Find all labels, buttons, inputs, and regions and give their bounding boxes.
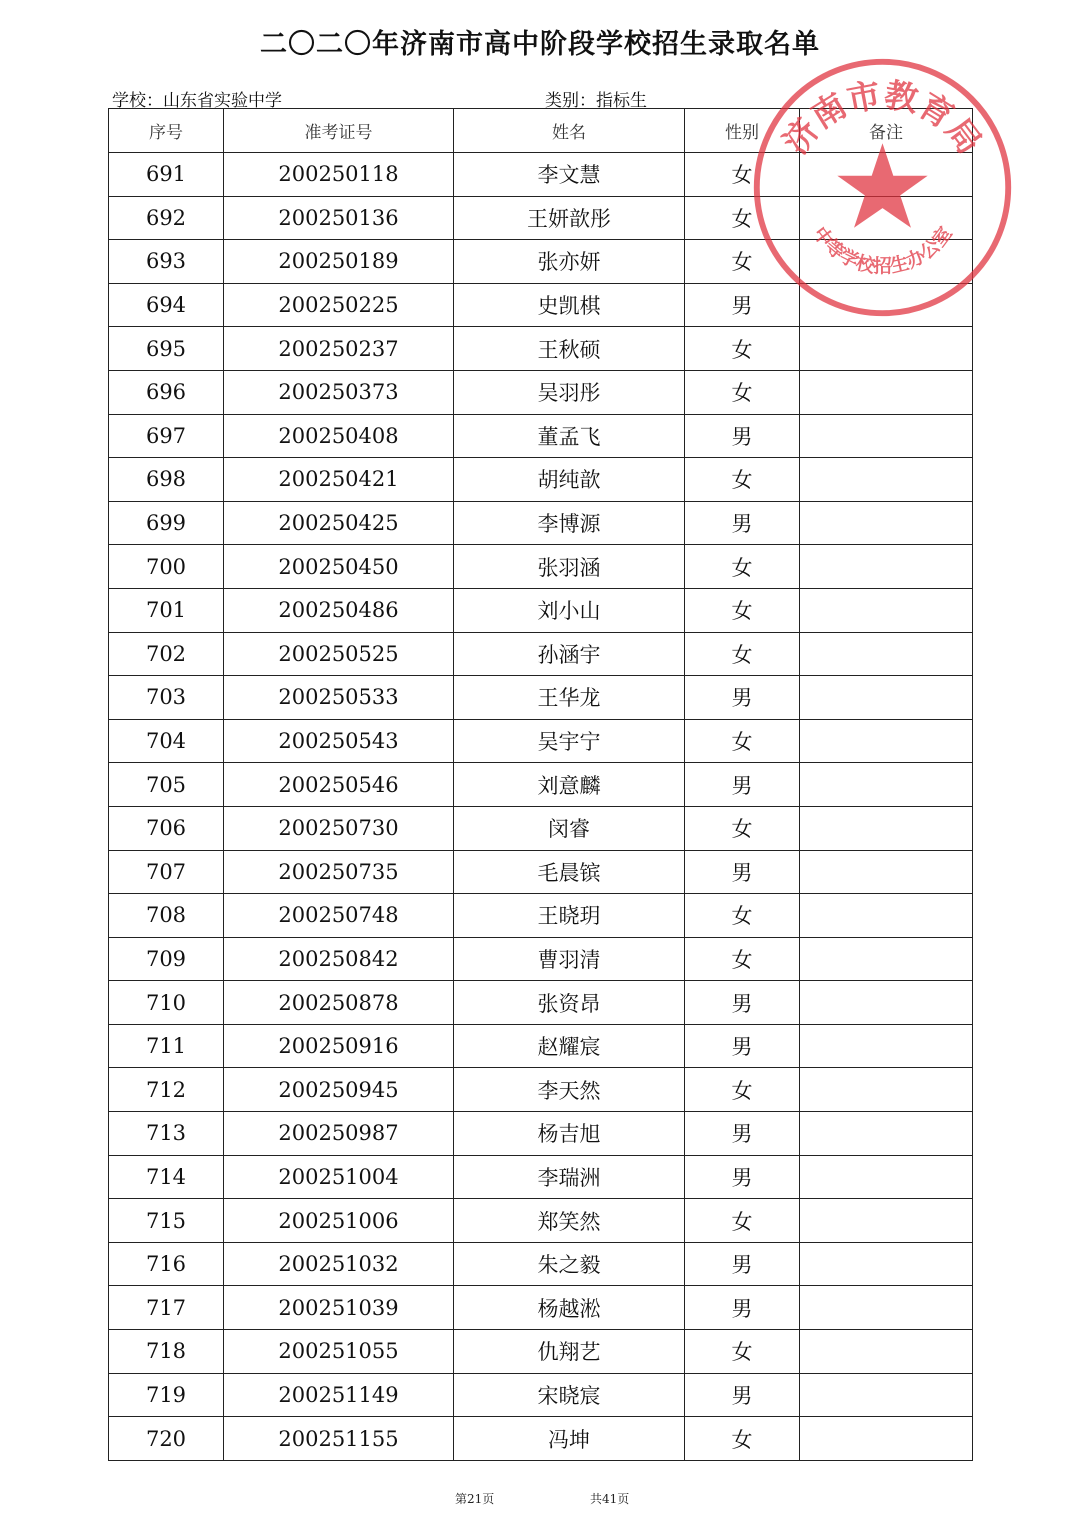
cell-exam-id: 200250525 (224, 632, 454, 676)
cell-name: 董孟飞 (454, 414, 685, 458)
cell-exam-id: 200250136 (224, 196, 454, 240)
cell-gender: 女 (685, 806, 800, 850)
cell-gender: 女 (685, 458, 800, 502)
table-row (109, 981, 973, 1025)
table-row (109, 937, 973, 981)
cell-exam-id: 200251032 (224, 1242, 454, 1286)
cell-name: 孙涵宇 (454, 632, 685, 676)
table-row (109, 1417, 973, 1461)
cell-gender: 男 (685, 414, 800, 458)
cell-name: 李天然 (454, 1068, 685, 1112)
cell-name: 李文慧 (454, 153, 685, 197)
cell-serial: 717 (109, 1286, 224, 1330)
cell-gender: 男 (685, 1242, 800, 1286)
header-remark: 备注 (800, 109, 973, 153)
cell-name: 胡纯歆 (454, 458, 685, 502)
cell-gender: 女 (685, 588, 800, 632)
cell-remark (800, 894, 973, 938)
cell-remark (800, 806, 973, 850)
table-row (109, 1112, 973, 1156)
cell-gender: 男 (685, 850, 800, 894)
cell-serial: 720 (109, 1417, 224, 1461)
cell-gender: 女 (685, 327, 800, 371)
seal-top-text: 济南市教育局 (775, 74, 990, 162)
cell-remark (800, 414, 973, 458)
cell-serial: 714 (109, 1155, 224, 1199)
cell-exam-id: 200251155 (224, 1417, 454, 1461)
cell-gender: 男 (685, 1286, 800, 1330)
cell-name: 杨越淞 (454, 1286, 685, 1330)
cell-serial: 698 (109, 458, 224, 502)
document-title: 二〇二〇年济南市高中阶段学校招生录取名单 (260, 29, 820, 60)
cell-serial: 709 (109, 937, 224, 981)
cell-serial: 694 (109, 283, 224, 327)
cell-gender: 女 (685, 719, 800, 763)
cell-exam-id: 200250916 (224, 1024, 454, 1068)
cell-exam-id: 200250945 (224, 1068, 454, 1112)
cell-serial: 699 (109, 501, 224, 545)
cell-name: 李瑞洲 (454, 1155, 685, 1199)
cell-remark (800, 850, 973, 894)
table-header-row (109, 109, 973, 153)
cell-exam-id: 200251039 (224, 1286, 454, 1330)
cell-remark (800, 1024, 973, 1068)
table-row (109, 1330, 973, 1374)
cell-name: 刘意麟 (454, 763, 685, 807)
school-label: 学校：山东省实验中学 (112, 91, 282, 111)
table-row (109, 588, 973, 632)
cell-gender: 女 (685, 370, 800, 414)
cell-serial: 710 (109, 981, 224, 1025)
cell-gender: 女 (685, 196, 800, 240)
cell-name: 王晓玥 (454, 894, 685, 938)
table-row (109, 1286, 973, 1330)
cell-name: 冯坤 (454, 1417, 685, 1461)
table-row (109, 763, 973, 807)
cell-remark (800, 196, 973, 240)
table-row (109, 1155, 973, 1199)
cell-gender: 女 (685, 1417, 800, 1461)
cell-gender: 男 (685, 763, 800, 807)
cell-gender: 男 (685, 1155, 800, 1199)
cell-remark (800, 327, 973, 371)
cell-serial: 704 (109, 719, 224, 763)
cell-serial: 715 (109, 1199, 224, 1243)
cell-name: 李博源 (454, 501, 685, 545)
cell-exam-id: 200250543 (224, 719, 454, 763)
cell-name: 曹羽清 (454, 937, 685, 981)
header-name: 姓名 (454, 109, 685, 153)
table-row (109, 458, 973, 502)
table-row (109, 414, 973, 458)
cell-name: 刘小山 (454, 588, 685, 632)
cell-remark (800, 1068, 973, 1112)
cell-exam-id: 200250546 (224, 763, 454, 807)
cell-exam-id: 200250450 (224, 545, 454, 589)
cell-remark (800, 676, 973, 720)
cell-remark (800, 719, 973, 763)
cell-gender: 女 (685, 1068, 800, 1112)
cell-serial: 713 (109, 1112, 224, 1156)
cell-remark (800, 545, 973, 589)
cell-remark (800, 370, 973, 414)
cell-name: 张资昂 (454, 981, 685, 1025)
category-label: 类别：指标生 (545, 91, 647, 111)
cell-name: 王秋硕 (454, 327, 685, 371)
cell-remark (800, 1112, 973, 1156)
cell-remark (800, 1373, 973, 1417)
cell-exam-id: 200250533 (224, 676, 454, 720)
seal-bottom-text: 中等学校招生办公室 (808, 223, 957, 278)
cell-serial: 716 (109, 1242, 224, 1286)
table-row (109, 1024, 973, 1068)
cell-gender: 男 (685, 501, 800, 545)
cell-gender: 女 (685, 894, 800, 938)
cell-serial: 711 (109, 1024, 224, 1068)
cell-serial: 693 (109, 240, 224, 284)
cell-serial: 712 (109, 1068, 224, 1112)
table-row (109, 283, 973, 327)
cell-serial: 691 (109, 153, 224, 197)
cell-remark (800, 458, 973, 502)
cell-name: 毛晨镔 (454, 850, 685, 894)
cell-remark (800, 1155, 973, 1199)
header-gender: 性别 (685, 109, 800, 153)
cell-exam-id: 200250189 (224, 240, 454, 284)
cell-name: 张亦妍 (454, 240, 685, 284)
table-row (109, 370, 973, 414)
cell-remark (800, 1286, 973, 1330)
cell-serial: 703 (109, 676, 224, 720)
table-row (109, 327, 973, 371)
cell-gender: 女 (685, 632, 800, 676)
cell-name: 宋晓宸 (454, 1373, 685, 1417)
cell-serial: 707 (109, 850, 224, 894)
cell-remark (800, 153, 973, 197)
cell-serial: 719 (109, 1373, 224, 1417)
table-row (109, 806, 973, 850)
cell-remark (800, 632, 973, 676)
header-exam-id: 准考证号 (224, 109, 454, 153)
cell-exam-id: 200250730 (224, 806, 454, 850)
cell-exam-id: 200250486 (224, 588, 454, 632)
cell-exam-id: 200251004 (224, 1155, 454, 1199)
cell-exam-id: 200250225 (224, 283, 454, 327)
cell-gender: 女 (685, 153, 800, 197)
page-number: 第21页 (455, 1492, 495, 1506)
cell-exam-id: 200251055 (224, 1330, 454, 1374)
cell-gender: 女 (685, 1330, 800, 1374)
cell-remark (800, 240, 973, 284)
cell-exam-id: 200250735 (224, 850, 454, 894)
cell-remark (800, 937, 973, 981)
table-row (109, 1242, 973, 1286)
cell-exam-id: 200251006 (224, 1199, 454, 1243)
cell-exam-id: 200250118 (224, 153, 454, 197)
cell-name: 吴宇宁 (454, 719, 685, 763)
cell-name: 郑笑然 (454, 1199, 685, 1243)
cell-name: 王华龙 (454, 676, 685, 720)
table-row (109, 196, 973, 240)
cell-exam-id: 200251149 (224, 1373, 454, 1417)
table-row (109, 1199, 973, 1243)
cell-exam-id: 200250878 (224, 981, 454, 1025)
cell-name: 王妍歆彤 (454, 196, 685, 240)
cell-name: 吴羽彤 (454, 370, 685, 414)
cell-gender: 女 (685, 240, 800, 284)
table-row (109, 850, 973, 894)
cell-serial: 696 (109, 370, 224, 414)
cell-remark (800, 1199, 973, 1243)
cell-exam-id: 200250421 (224, 458, 454, 502)
cell-gender: 女 (685, 937, 800, 981)
cell-serial: 697 (109, 414, 224, 458)
table-row (109, 1373, 973, 1417)
cell-gender: 男 (685, 981, 800, 1025)
table-row (109, 719, 973, 763)
cell-remark (800, 981, 973, 1025)
cell-serial: 708 (109, 894, 224, 938)
cell-gender: 男 (685, 1112, 800, 1156)
cell-name: 史凯棋 (454, 283, 685, 327)
table-row (109, 153, 973, 197)
cell-exam-id: 200250237 (224, 327, 454, 371)
cell-remark (800, 763, 973, 807)
table-body (109, 153, 973, 1461)
header-serial: 序号 (109, 109, 224, 153)
cell-remark (800, 1417, 973, 1461)
page-total: 共41页 (590, 1492, 630, 1506)
cell-exam-id: 200250842 (224, 937, 454, 981)
table-row (109, 676, 973, 720)
cell-remark (800, 283, 973, 327)
cell-exam-id: 200250748 (224, 894, 454, 938)
cell-remark (800, 588, 973, 632)
cell-exam-id: 200250373 (224, 370, 454, 414)
cell-serial: 695 (109, 327, 224, 371)
cell-gender: 男 (685, 676, 800, 720)
admission-table (108, 108, 973, 1461)
cell-remark (800, 501, 973, 545)
table-row (109, 545, 973, 589)
cell-gender: 男 (685, 1373, 800, 1417)
cell-remark (800, 1330, 973, 1374)
cell-serial: 700 (109, 545, 224, 589)
cell-serial: 705 (109, 763, 224, 807)
cell-remark (800, 1242, 973, 1286)
table-row (109, 1068, 973, 1112)
cell-exam-id: 200250425 (224, 501, 454, 545)
cell-serial: 706 (109, 806, 224, 850)
table-row (109, 894, 973, 938)
cell-name: 闵睿 (454, 806, 685, 850)
cell-serial: 701 (109, 588, 224, 632)
cell-exam-id: 200250987 (224, 1112, 454, 1156)
cell-exam-id: 200250408 (224, 414, 454, 458)
cell-gender: 男 (685, 283, 800, 327)
cell-name: 杨吉旭 (454, 1112, 685, 1156)
cell-gender: 女 (685, 545, 800, 589)
cell-name: 张羽涵 (454, 545, 685, 589)
cell-serial: 692 (109, 196, 224, 240)
cell-serial: 702 (109, 632, 224, 676)
table-row (109, 240, 973, 284)
cell-name: 仇翔艺 (454, 1330, 685, 1374)
cell-gender: 男 (685, 1024, 800, 1068)
cell-name: 赵耀宸 (454, 1024, 685, 1068)
cell-name: 朱之毅 (454, 1242, 685, 1286)
cell-serial: 718 (109, 1330, 224, 1374)
table-row (109, 501, 973, 545)
table-row (109, 632, 973, 676)
cell-gender: 女 (685, 1199, 800, 1243)
